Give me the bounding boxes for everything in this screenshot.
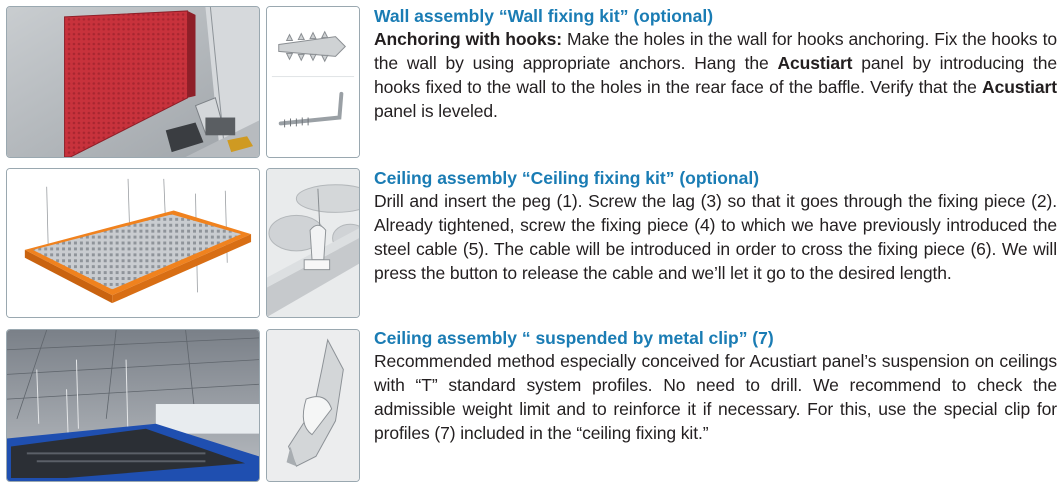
ceiling-kit-title: Ceiling assembly “Ceiling fixing kit” (optional) xyxy=(374,168,760,188)
anchor-hook-image xyxy=(266,6,360,158)
wall-assembly-text xyxy=(374,27,1057,123)
wall-assembly-title: Wall assembly “Wall fixing kit” (optional) xyxy=(374,6,714,26)
ceiling-fixing-detail-image xyxy=(266,168,360,318)
metal-clip-section xyxy=(374,327,1057,445)
wall-text-part-3: panel is leveled. xyxy=(374,101,498,121)
wall-panel-render-image xyxy=(6,6,260,158)
anchoring-lead: Anchoring with hooks: xyxy=(374,29,562,49)
ceiling-panel-render-image xyxy=(6,168,260,318)
ceiling-kit-text: Drill and insert the peg (1). Screw the lag (3) so that it goes through the fixing piece (2). Already tightened, screw the fixing piece (4) to which we have previously introduced the steel cable (5). The cable will be introduced in order to cross the fixing piece (6). We will press the button to release the cable and we’ll let it go to the desired length. xyxy=(374,191,1057,283)
wall-text-part-1: Make the holes in the wall for hooks anchoring. Fix the hooks to the wall by using appropriate anchors. Hang the xyxy=(374,29,1057,73)
brand-name: Acustiart xyxy=(777,53,853,73)
metal-clip-image xyxy=(266,329,360,482)
metal-clip-text: Recommended method especially conceived for Acustiart panel’s suspension on ceilings with “T” standard system profiles. No need to drill. We recommend to check the admissible weight limit and to reinforce it if necessary. For this, use the special clip for profiles (7) included in the “ceiling fixing kit.” xyxy=(374,351,1057,443)
metal-clip-title: Ceiling assembly “ suspended by metal clip” (7) xyxy=(374,328,774,348)
ceiling-kit-section xyxy=(374,167,1057,285)
wall-text-part-2: panel by introducing the hooks fixed to the wall to the holes in the rear face of the baffle. Verify that the xyxy=(374,53,1057,97)
room-suspension-render-image xyxy=(6,329,260,482)
brand-name: Acustiart xyxy=(982,77,1057,97)
wall-assembly-section xyxy=(374,5,1057,123)
